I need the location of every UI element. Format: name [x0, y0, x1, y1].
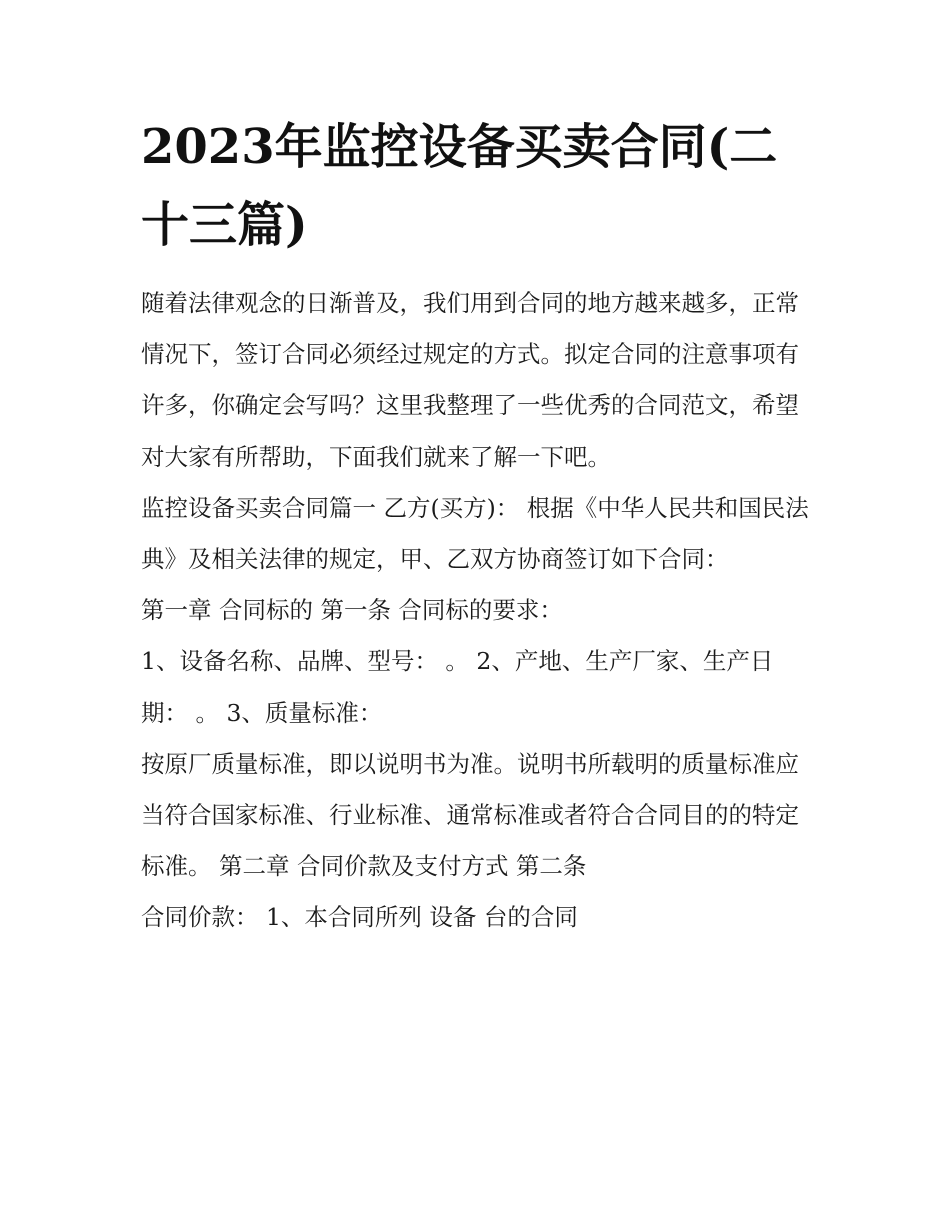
- document-body: [141, 278, 817, 944]
- document-title: 2023年监控设备买卖合同(二十三篇): [141, 119, 778, 253]
- paragraph-intro: 随着法律观念的日渐普及，我们用到合同的地方越来越多，正常情况下，签订合同必须经过规定的方式。拟定合同的注意事项有许多，你确定会写吗？这里我整理了一些优秀的合同范文，希望对大家有所帮助，下面我们就来了解一下吧。: [141, 289, 799, 471]
- paragraph-contract-price: 合同价款： 1、本合同所列 设备 台的合同: [141, 903, 578, 932]
- paragraph-contract-heading: 监控设备买卖合同篇一 乙方(买方)： 根据《中华人民共和国民法典》及相关法律的规定，甲、乙双方协商签订如下合同：: [141, 493, 809, 574]
- paragraph-chapter-one: 第一章 合同标的 第一条 合同标的要求：: [141, 596, 563, 625]
- paragraph-quality-standard: 按原厂质量标准，即以说明书为准。说明书所载明的质量标准应当符合国家标准、行业标准、通常标准或者符合合同目的的特定标准。 第二章 合同价款及支付方式 第二条: [141, 749, 799, 881]
- paragraph-equipment-details: 1、设备名称、品牌、型号： 。 2、产地、生产厂家、生产日期： 。 3、质量标准：: [141, 647, 774, 727]
